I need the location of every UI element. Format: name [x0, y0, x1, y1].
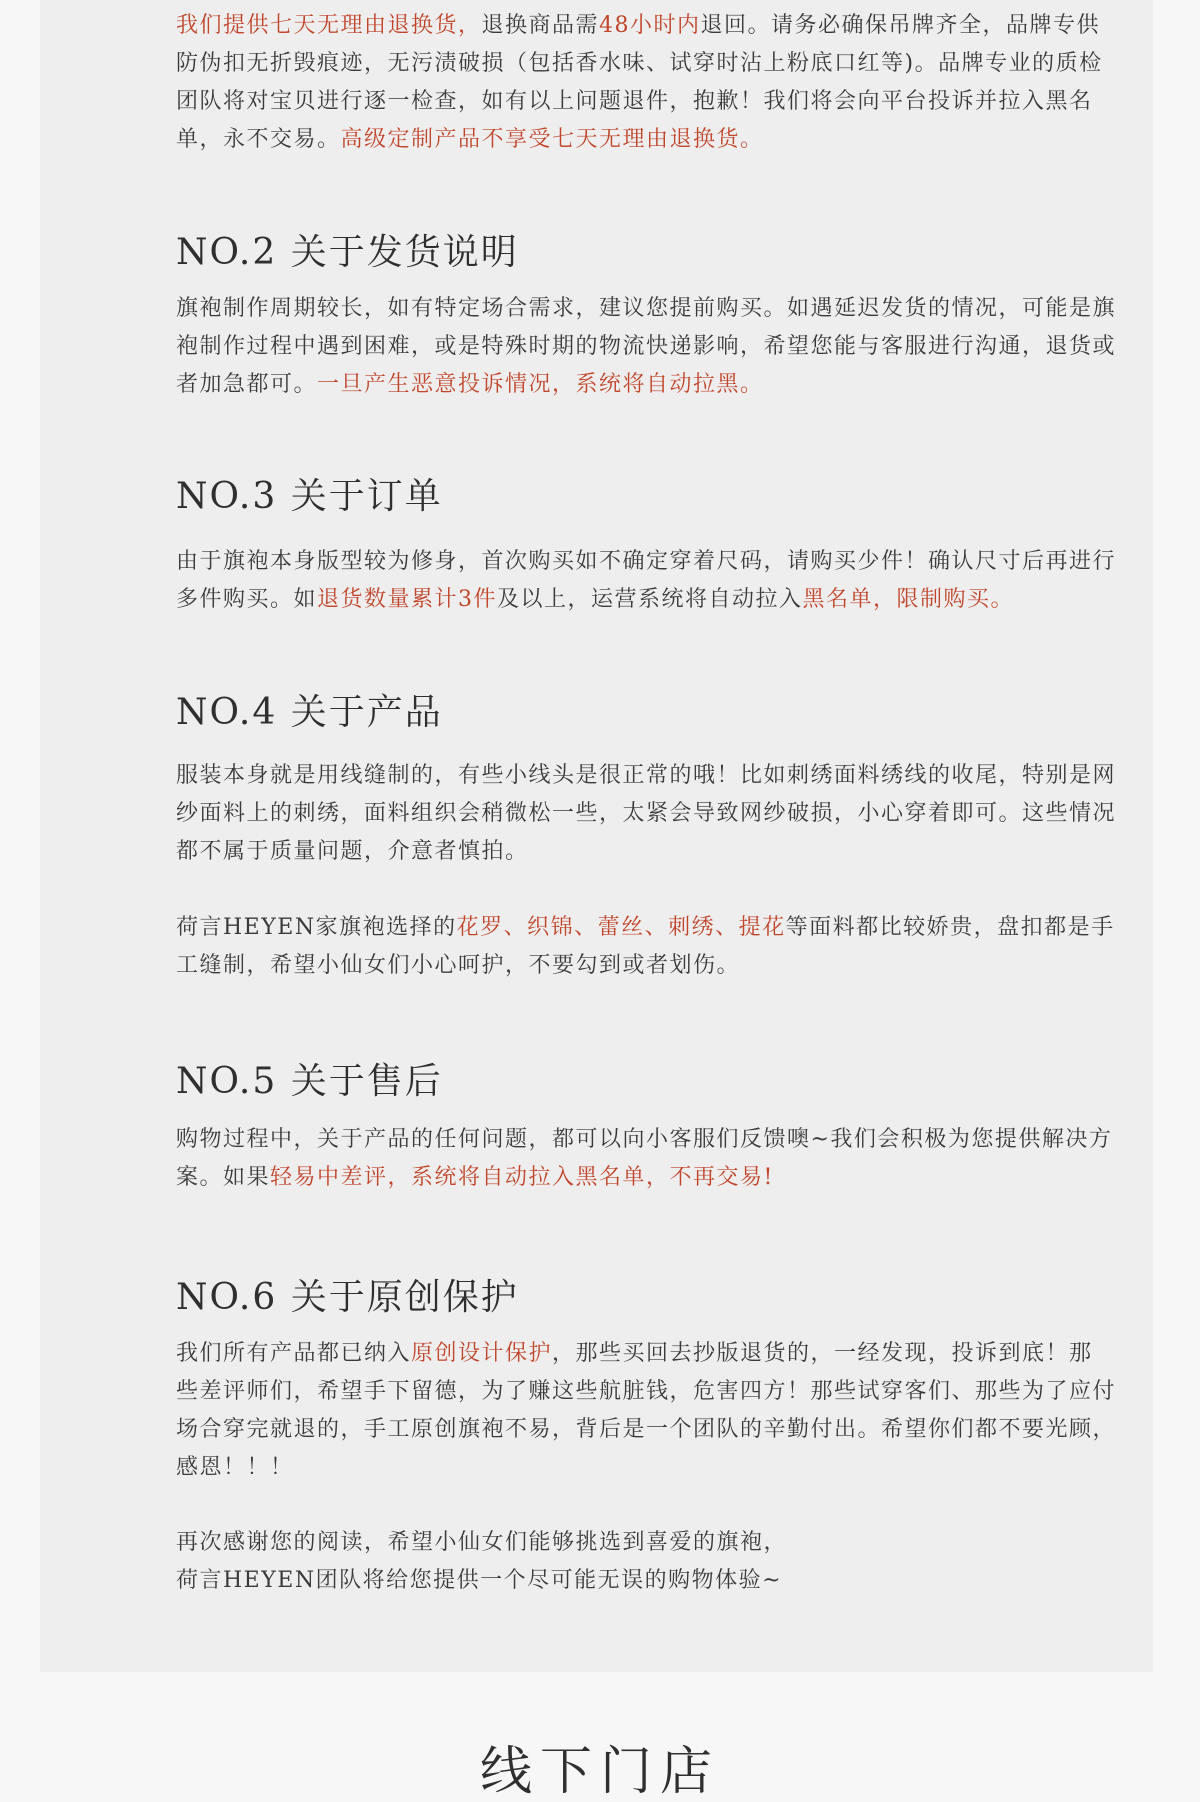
section-aftersales-title: NO.5 关于售后 [176, 1061, 443, 1102]
orders-blacklist: 黑名单，限制购买。 [802, 587, 1015, 612]
section-shipping-title: NO.2 关于发货说明 [176, 232, 519, 273]
original-text [176, 1335, 1116, 1487]
original-text-a: 我们所有产品都已纳入 [176, 1341, 412, 1366]
return-policy-text-b: 退回。请务必确保吊牌齐全，品牌专供防伪扣无折毁痕迹，无污渍破损（包括香水味、试穿时沾上粉底口红等)。品牌专业的质检团队将对宝贝进行逐一检查，如有以上问题退件，抱歉！我们将会向平台投诉并拉入黑名单，永不交易。 [176, 13, 1103, 152]
shipping-text [176, 290, 1116, 404]
section-original [176, 1276, 1116, 1320]
products-text-1: 服装本身就是用线缝制的，有些小线头是很正常的哦！比如刺绣面料绣线的收尾，特别是网纱面料上的刺绣，面料组织会稍微松一些，太紧会导致网纱破损，小心穿着即可。这些情况都不属于质量问题，介意者慎拍。 [176, 763, 1117, 864]
section-shipping [176, 231, 1116, 275]
return-deadline-highlight: 48小时内 [599, 13, 701, 38]
section-products-body [176, 757, 1116, 871]
shipping-warning: 一旦产生恶意投诉情况，系统将自动拉黑。 [317, 372, 764, 397]
closing-line-1: 再次感谢您的阅读，希望小仙女们能够挑选到喜爱的旗袍， [176, 1530, 788, 1555]
section-orders [176, 475, 1116, 519]
return-policy-highlight: 我们提供七天无理由退换货， [176, 13, 482, 38]
closing-line-2: 荷言HEYEN团队将给您提供一个尽可能无误的购物体验~ [176, 1568, 783, 1593]
section-original-body [176, 1335, 1116, 1487]
original-design-protection: 原创设计保护 [411, 1341, 553, 1366]
aftersales-warning: 轻易中差评，系统将自动拉入黑名单，不再交易! [270, 1165, 774, 1190]
section-products-body-2 [176, 909, 1116, 985]
section-aftersales-body [176, 1121, 1116, 1197]
section-original-title: NO.6 关于原创保护 [176, 1277, 519, 1318]
custom-product-notice: 高级定制产品不享受七天无理由退换货。 [340, 127, 764, 152]
orders-text [176, 543, 1116, 619]
fabric-list: 花罗、织锦、蕾丝、刺绣、提花 [456, 915, 786, 940]
products-text-2 [176, 909, 1116, 985]
orders-text-a: 由于旗袍本身版型较为修身，首次购买如不确定穿着尺码，请购买少件！确认尺寸后再进行多件购买。如 [176, 549, 1117, 612]
section-shipping-body [176, 290, 1116, 404]
products-text-2b: 等面料都比较娇贵，盘扣都是手工缝制，希望小仙女们小心呵护，不要勾到或者划伤。 [176, 915, 1115, 978]
section-products-title: NO.4 关于产品 [176, 692, 443, 733]
orders-return-limit: 退货数量累计3件 [317, 587, 498, 612]
return-policy-block [176, 7, 1116, 159]
orders-text-b: 及以上，运营系统将自动拉入 [497, 587, 803, 612]
closing-block [176, 1524, 1116, 1600]
notice-panel [40, 0, 1153, 1672]
original-text-b: ，那些买回去抄版退货的，一经发现，投诉到底！那些差评师们，希望手下留德，为了赚这些航脏钱，危害四方！那些试穿客们、那些为了应付场合穿完就退的，手工原创旗袍不易，背后是一个团队的辛勤付出。希望你们都不要光顾，感恩！！！ [176, 1341, 1117, 1480]
section-orders-title: NO.3 关于订单 [176, 476, 443, 517]
return-policy-text [176, 7, 1116, 159]
offline-store-title: 线下门店 [479, 1742, 720, 1802]
return-policy-text-a: 退换商品需 [481, 13, 600, 38]
section-products [176, 691, 1116, 735]
aftersales-text-a: 购物过程中，关于产品的任何问题，都可以向小客服们反馈噢~我们会积极为您提供解决方案。如果 [176, 1127, 1113, 1190]
aftersales-text [176, 1121, 1116, 1197]
shipping-text-main: 旗袍制作周期较长，如有特定场合需求，建议您提前购买。如遇延迟发货的情况，可能是旗袍制作过程中遇到困难，或是特殊时期的物流快递影响，希望您能与客服进行沟通，退货或者加急都可。 [176, 296, 1117, 397]
section-aftersales [176, 1060, 1116, 1104]
section-orders-body [176, 543, 1116, 619]
products-text-2a: 荷言HEYEN家旗袍选择的 [176, 915, 457, 940]
